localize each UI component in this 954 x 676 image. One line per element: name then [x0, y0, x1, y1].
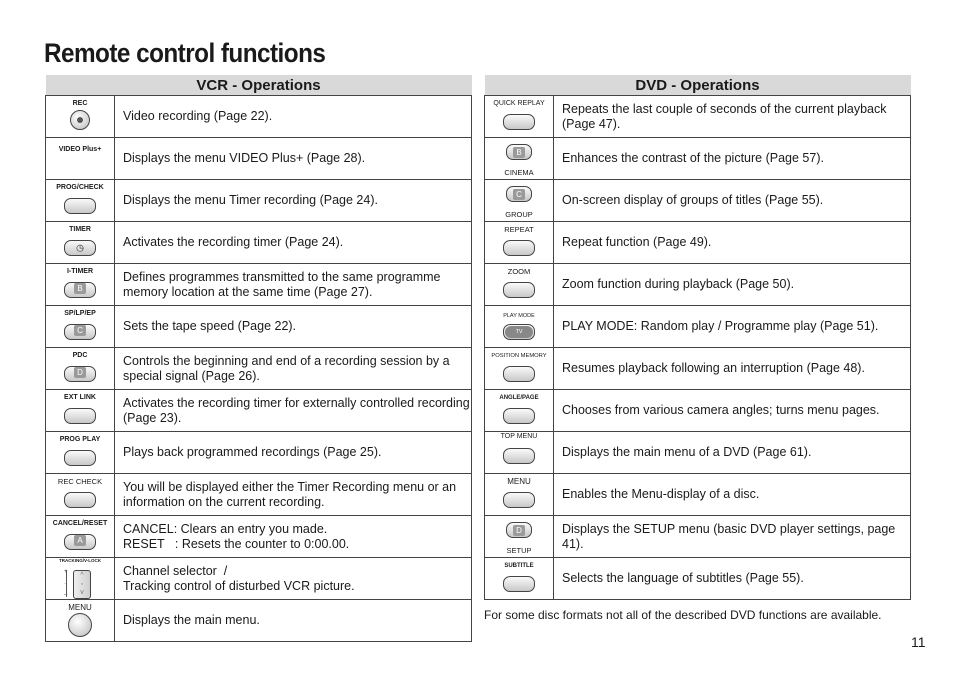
row-description: Displays the main menu of a DVD (Page 61). — [554, 432, 911, 474]
row-description — [115, 516, 472, 558]
vcr-row-rec-check — [46, 474, 472, 516]
letter-badge: C — [74, 325, 86, 336]
vcr-row-tracking — [46, 558, 472, 600]
row-description: Defines programmes transmitted to the same programme memory location at the same time (Page 27). — [115, 264, 472, 306]
row-description: Video recording (Page 22). — [115, 96, 472, 138]
dvd-heading: DVD - Operations — [485, 75, 911, 96]
button-label: REC — [72, 100, 88, 107]
dvd-row-repeat — [485, 222, 911, 264]
desc-line: Tracking control of disturbed VCR picture. — [123, 578, 355, 593]
dvd-row-quick-replay — [485, 96, 911, 138]
oval-button-icon — [485, 96, 553, 137]
button-label: TOP MENU — [500, 433, 538, 440]
vcr-row-rec — [46, 96, 472, 138]
letter-badge: A — [74, 535, 86, 546]
row-description: Plays back programmed recordings (Page 25). — [115, 432, 472, 474]
oval-button-icon — [485, 390, 553, 431]
row-description: Repeats the last couple of seconds of the current playback (Page 47). — [554, 96, 911, 138]
button-label: REC CHECK — [57, 477, 103, 486]
letter-b-button-icon — [485, 138, 553, 179]
row-description — [115, 558, 472, 600]
desc-line: CANCEL: Clears an entry you made. — [123, 521, 328, 536]
oval-button-icon — [46, 306, 114, 347]
row-description: Activates the recording timer (Page 24). — [115, 222, 472, 264]
button-label: ZOOM — [507, 267, 531, 276]
vcr-row-timer — [46, 222, 472, 264]
row-description: Selects the language of subtitles (Page 55). — [554, 558, 911, 600]
letter-badge: C — [513, 189, 525, 200]
vcr-row-ext-link — [46, 390, 472, 432]
oval-button-icon — [46, 180, 114, 221]
row-description: Enhances the contrast of the picture (Page 57). — [554, 138, 911, 180]
oval-button-icon — [46, 432, 114, 473]
letter-d-button-icon — [485, 516, 553, 557]
button-label: MENU — [507, 477, 531, 486]
button-label: PLAY MODE — [503, 313, 535, 319]
video-plus-label-icon — [46, 138, 114, 179]
vcr-row-prog-play — [46, 432, 472, 474]
button-label: SP/LP/EP — [64, 310, 96, 317]
button-label: VIDEO Plus+ — [58, 146, 102, 153]
dvd-row-setup — [485, 516, 911, 558]
vcr-heading: VCR - Operations — [46, 75, 472, 96]
dvd-row-group — [485, 180, 911, 222]
row-description: On-screen display of groups of titles (Page 55). — [554, 180, 911, 222]
row-description: Sets the tape speed (Page 22). — [115, 306, 472, 348]
dvd-operations-table — [484, 75, 911, 600]
tv-aspect-label: TV ASPECT — [505, 326, 533, 338]
vcr-row-cancel-reset — [46, 516, 472, 558]
row-description: Displays the SETUP menu (basic DVD player settings, page 41). — [554, 516, 911, 558]
button-label: I-TIMER — [66, 268, 94, 275]
button-label: TRACKING/V-LOCK — [59, 558, 101, 563]
vcr-row-video-plus — [46, 138, 472, 180]
menu-round-button-icon — [46, 600, 114, 641]
oval-button-icon — [485, 432, 553, 473]
page-title: Remote control functions — [44, 38, 326, 68]
oval-button-icon — [485, 558, 553, 599]
dvd-row-top-menu — [485, 432, 911, 474]
row-description: Zoom function during playback (Page 50). — [554, 264, 911, 306]
row-description: Enables the Menu-display of a disc. — [554, 474, 911, 516]
button-label: TIMER — [69, 226, 91, 233]
vcr-row-prog-check — [46, 180, 472, 222]
dvd-row-subtitle — [485, 558, 911, 600]
button-label: CANCEL/RESET — [52, 520, 108, 527]
vcr-row-i-timer — [46, 264, 472, 306]
dvd-row-angle-page — [485, 390, 911, 432]
button-label: EXT LINK — [64, 394, 96, 401]
dvd-row-position-memory — [485, 348, 911, 390]
row-description: You will be displayed either the Timer Recording menu or an information on the current recording. — [115, 474, 472, 516]
vcr-row-sp-lp-ep — [46, 306, 472, 348]
tracking-stick-icon: TRACKING/V-LOCK + · – ^ ◦ v — [46, 558, 114, 599]
button-label: SETUP — [506, 546, 532, 555]
desc-line: RESET : Resets the counter to 0:00.00. — [123, 536, 350, 551]
row-description: Chooses from various camera angles; turns menu pages. — [554, 390, 911, 432]
button-label: PROG/CHECK — [56, 184, 104, 191]
oval-button-icon — [46, 348, 114, 389]
row-description: Repeat function (Page 49). — [554, 222, 911, 264]
button-label: QUICK REPLAY — [493, 100, 545, 107]
letter-c-button-icon — [485, 180, 553, 221]
button-label: MENU — [68, 603, 92, 612]
oval-button-icon — [46, 264, 114, 305]
row-description: Resumes playback following an interruption (Page 48). — [554, 348, 911, 390]
dvd-row-menu — [485, 474, 911, 516]
oval-button-icon — [46, 474, 114, 515]
record-button-icon — [46, 96, 114, 137]
oval-button-icon — [46, 390, 114, 431]
letter-badge: D — [513, 525, 525, 536]
vcr-row-pdc — [46, 348, 472, 390]
page-number: 11 — [911, 634, 926, 650]
button-label: GROUP — [505, 210, 533, 219]
oval-button-icon — [485, 264, 553, 305]
vcr-row-menu — [46, 600, 472, 642]
footnote: For some disc formats not all of the described DVD functions are available. — [484, 608, 882, 622]
letter-badge: B — [513, 147, 525, 158]
dvd-row-zoom — [485, 264, 911, 306]
button-label: SUBTITLE — [504, 563, 534, 569]
oval-button-icon — [485, 474, 553, 515]
dvd-row-cinema — [485, 138, 911, 180]
oval-button-icon — [485, 348, 553, 389]
letter-badge: D — [74, 367, 86, 378]
button-label: CINEMA — [504, 168, 534, 177]
oval-button-icon — [46, 516, 114, 557]
button-label: PDC — [72, 352, 88, 359]
dvd-row-play-mode — [485, 306, 911, 348]
button-label: REPEAT — [504, 225, 534, 234]
clock-icon: TIMER ◷ — [46, 222, 114, 263]
letter-badge: B — [74, 283, 86, 294]
row-description: Displays the main menu. — [115, 600, 472, 642]
desc-line: Channel selector / — [123, 563, 228, 578]
button-label: ANGLE/PAGE — [499, 395, 539, 401]
row-description: Displays the menu VIDEO Plus+ (Page 28). — [115, 138, 472, 180]
button-label: POSITION MEMORY — [491, 353, 547, 359]
vcr-operations-table — [45, 75, 472, 642]
tv-aspect-button-icon — [485, 306, 553, 347]
row-description: PLAY MODE: Random play / Programme play (Page 51). — [554, 306, 911, 348]
row-description: Controls the beginning and end of a recording session by a special signal (Page 26). — [115, 348, 472, 390]
button-label: PROG PLAY — [59, 436, 101, 443]
row-description: Activates the recording timer for externally controlled recording (Page 23). — [115, 390, 472, 432]
oval-button-icon — [485, 222, 553, 263]
row-description: Displays the menu Timer recording (Page 24). — [115, 180, 472, 222]
